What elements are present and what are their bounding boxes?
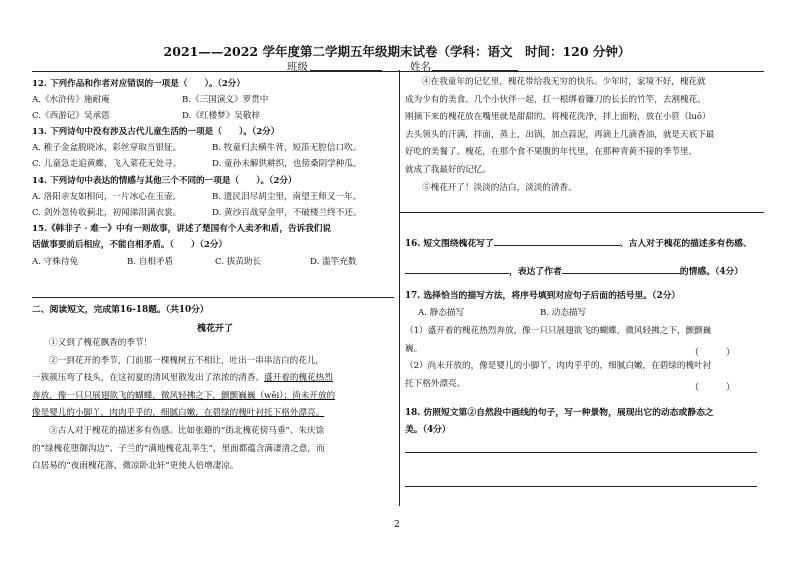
q13-options	[32, 141, 392, 157]
right-section-rule	[400, 212, 764, 213]
paragraph-2-line1: ②一到花开的季节，门前那一棵槐树五不相让，吐出一串串洁白的花儿，	[49, 355, 325, 366]
paragraph-2-line2	[32, 370, 394, 388]
q12-option-d: D.《红楼梦》吴敬梓	[182, 110, 261, 121]
q18-answer-line-1[interactable]	[405, 452, 757, 453]
q15-options	[32, 254, 392, 270]
question-18-line1: 18. 仿照短文第②自然段中画线的句子，写一种景物，展现出它的动态或静态之	[405, 408, 714, 418]
q14-option-d: D. 黄沙百战穿金甲，不破楼兰终不还。	[212, 208, 362, 219]
q14-option-b: B. 遗民泪尽胡尘里，南望王师又一年。	[212, 191, 362, 202]
underlined-sentence-start: 盛开着的槐花热烈	[264, 373, 333, 384]
name-label: 姓名	[410, 61, 431, 73]
q13-option-b: B. 牧童归去横牛背，短笛无腔信口吹。	[212, 143, 362, 154]
left-column	[32, 76, 392, 270]
q16-text-a: 16. 短文围绕槐花写了	[405, 239, 494, 249]
q17-item-2-line1: （2）尚未开放的，像是婴儿的小脚丫，肉肉乎乎的，细腻白嫩，在碧绿的槐叶衬	[405, 361, 712, 372]
paragraph-3-line3: 白居易的“夜雨槐花落，微凉卧北轩”更使人倍增凄凉。	[32, 461, 239, 472]
question-17: 17. 选择恰当的描写方法，将序号填到对应句子后面的括号里。（2分）	[405, 291, 681, 301]
q16-blank-1[interactable]	[494, 236, 620, 246]
section-2-heading: 二、阅读短文，完成第16-18题。（共10分）	[32, 305, 209, 315]
q17-option-b: B. 动态描写	[540, 308, 587, 318]
q12-options-2	[32, 108, 392, 124]
exam-title: 2021——2022 学年度第二学期五年级期末试卷（学科：语文 时间：120 分钟）	[163, 44, 631, 59]
q17-option-a: A. 静态描写	[418, 308, 465, 318]
q13-option-c: C. 儿童急走追黄蝶，飞入菜花无处寻。	[32, 159, 182, 170]
paragraph-4-line2: 成为少有的美食。几个小伙伴一起，扛一根绑着镰刀的长长的竹竿，去割槐花。	[405, 94, 706, 105]
q13-option-a: A. 稚子金盆脱晓冰，彩丝穿取当银钲。	[32, 143, 182, 154]
paragraph-4-line1: ④在我童年的记忆里，槐花带给我无穷的快乐。少年时，家境不好，槐花就	[422, 77, 706, 87]
q15-option-d: D. 滥竽充数	[310, 256, 357, 267]
q16-blank-2[interactable]	[405, 264, 509, 274]
q14-option-a: A. 洛阳亲友如相问，一片冰心在玉壶。	[32, 191, 182, 202]
class-label: 班级	[287, 61, 308, 73]
q15-option-c: C. 拔苗助长	[215, 256, 262, 267]
column-divider	[399, 70, 400, 506]
q15-option-b: B. 自相矛盾	[127, 256, 174, 267]
q16-text-d: 的情感。（4分）	[679, 267, 744, 277]
q14-options	[32, 189, 392, 205]
question-16-line1	[405, 236, 752, 249]
header-rule	[32, 71, 764, 72]
question-14: 14. 下列诗句中表达的情感与其他三个不同的一项是（ ）。（2分）	[32, 175, 297, 186]
q16-text-c: ，表达了作者	[509, 267, 562, 277]
passage-title: 槐花开了	[196, 324, 233, 334]
paragraph-2-plain: 一簇簇压弯了枝头，在这初夏的清风里散发出了浓浓的清香。	[32, 373, 265, 384]
question-16-line2	[405, 264, 743, 277]
question-15-line1: 15.《韩非子 · 难一》中有一则故事，讲述了楚国有个人卖矛和盾，告诉我们说	[32, 224, 331, 235]
q16-blank-3[interactable]	[562, 264, 680, 274]
paragraph-4-line6: 就成了我最好的记忆。	[405, 164, 491, 175]
question-12: 12. 下列作品和作者对应错误的一项是（ ）。（2分）	[32, 78, 245, 89]
paragraph-5: ⑤槐花开了！淡淡的洁白，淡淡的清香。	[422, 182, 577, 193]
paragraph-3-line1: ③古人对于槐花的描述多有伤感。比如张籍的“街北槐花傍马垂”、朱庆馀	[49, 425, 325, 436]
q17-item-1-line2: 巍。	[405, 343, 423, 354]
q12-options	[32, 92, 392, 108]
section-rule	[32, 297, 394, 298]
passage-left	[32, 335, 394, 476]
paragraph-2-line3: 奔放，像一只只展翅欲飞的蝴蝶，微风轻拂之下，颤颤巍巍（wēi）；尚未开放的	[32, 390, 336, 401]
q12-option-c: C.《西游记》吴承恩	[32, 110, 110, 121]
question-15-line2: 话做事要前后相应，不能自相矛盾。（ ）（2分）	[32, 240, 228, 251]
paragraph-4-line4: 去头领头的汗满，拌面，蒸上，出锅，加点蒜泥，再滴上几滴香油，就是天底下最	[405, 129, 715, 140]
page-number: 2	[394, 520, 400, 530]
q14-option-c: C. 剑外忽传收蓟北，初闻涕泪满衣裳。	[32, 208, 182, 219]
q16-text-b: 、古人对于槐花的描述多有伤感、	[619, 239, 752, 249]
passage-right	[405, 74, 761, 197]
q12-option-a: A.《水浒传》施耐庵	[32, 94, 110, 105]
paragraph-4-line3: 刚摘下来的槐花放在嘴里就是甜甜的。将槐花洗净，拌上面粉，放在小笸（luō）	[405, 112, 711, 123]
paragraph-4-line5: 好吃的美餐了。槐花，在那个食不果腹的年代里，在那种青黄不接的季节里，	[405, 147, 698, 158]
paragraph-3-line2: 的“绿槐花堕御沟边”、子兰的“满地槐花乱莘生”，里面都蕴含满凄清之意，而	[32, 443, 325, 454]
q14-options-2	[32, 206, 392, 222]
q15-option-a: A. 守株待兔	[32, 256, 79, 267]
q17-item-2-line2: 托下格外漂亮。	[405, 378, 466, 389]
question-18-line2: 美。（4分）	[405, 425, 451, 435]
q17-answer-1[interactable]: （ ）	[690, 348, 736, 358]
q18-answer-line-2[interactable]	[405, 486, 757, 487]
q13-option-d: D. 童孙未解供耕织，也傍桑阴学种瓜。	[212, 159, 362, 170]
q17-answer-2[interactable]: （ ）	[690, 383, 736, 393]
q17-item-1-line1: （1）盛开着的槐花热烈奔放，像一只只展翅欲飞的蝴蝶，微风轻拂之下，颤颤巍	[405, 326, 712, 336]
q12-option-b: B.《三国演义》罗贯中	[182, 94, 269, 105]
question-13: 13. 下列诗句中没有涉及古代儿童生活的一项是（ ）。（2分）	[32, 127, 280, 138]
paragraph-2-line4: 像是婴儿的小脚丫，肉肉乎乎的，细腻白嫩，在碧绿的槐叶衬托下格外漂亮。	[32, 408, 325, 419]
q13-options-2	[32, 157, 392, 173]
paragraph-1: ①又到了槐花飘香的季节！	[49, 338, 153, 348]
